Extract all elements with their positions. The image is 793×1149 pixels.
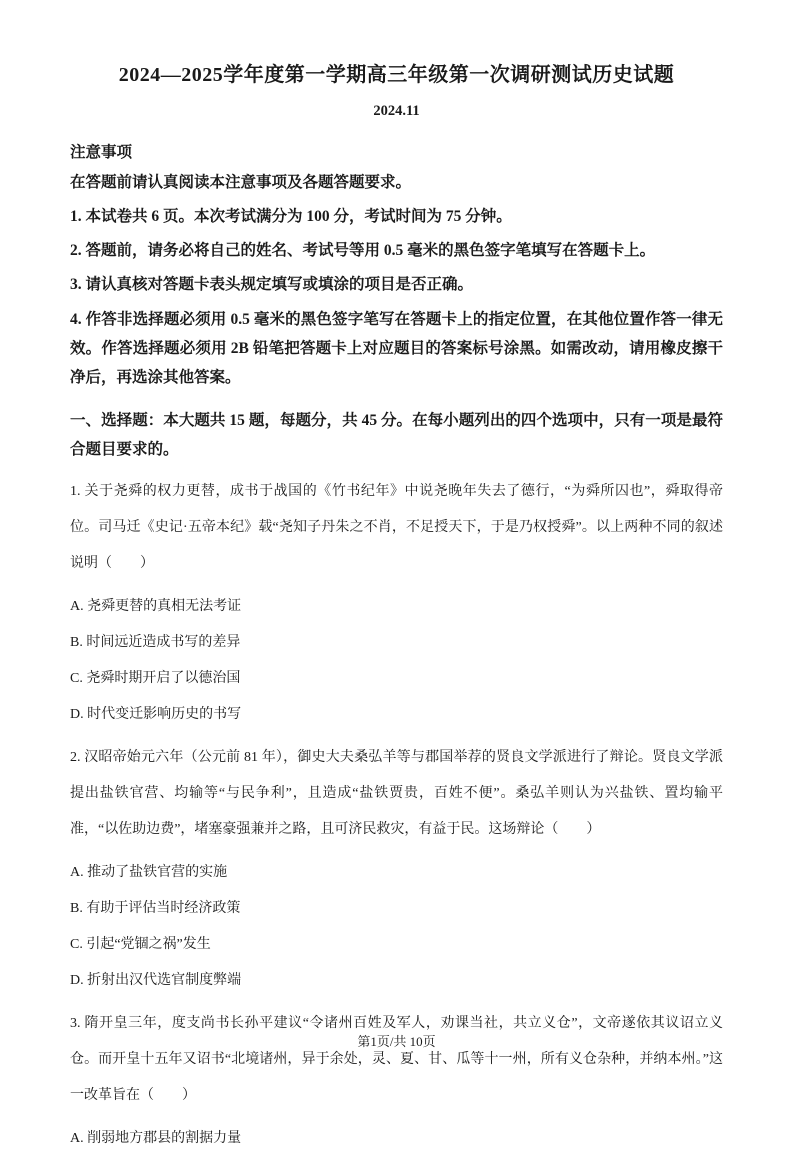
question-option-b: B. 时间远近造成书写的差异 [70,635,241,651]
question-3 [70,1006,723,1149]
question-stem: 2. 汉昭帝始元六年（公元前 81 年），御史大夫桑弘羊等与郡国举荐的贤良文学派进行了辩论。贤良文学派提出盐铁官营、均输等“与民争利”，且造成“盐铁贾贵，百姓不便”。桑弘羊则认为兴盐铁、置均输平准，“以佐助边费”，堵塞豪强兼并之路，且可济民救灾，有益于民。这场辩论（ ） [70,750,723,837]
question-option-a: A. 尧舜更替的真相无法考证 [70,599,242,615]
question-option-d: D. 时代变迁影响历史的书写 [70,707,242,723]
question-option-a: A. 推动了盐铁官营的实施 [70,865,228,881]
notice-heading: 注意事项 [70,144,133,161]
notice-intro: 在答题前请认真阅读本注意事项及各题答题要求。 [70,174,412,191]
notice-item-4: 4. 作答非选择题必须用 0.5 毫米的黑色签字笔写在答题卡上的指定位置，在其他位置作答一律无效。作答选择题必须用 2B 铅笔把答题卡上对应题目的答案标号涂黑。如需改动，请用橡皮擦干净后，再选涂其他答案。 [70,310,723,386]
question-option-c: C. 尧舜时期开启了以德治国 [70,671,241,687]
question-stem: 3. 隋开皇三年，度支尚书长孙平建议“令诸州百姓及军人，劝课当社，共立义仓”，文帝遂依其议诏立义仓。而开皇十五年又诏书“北境诸州，异于余处，灵、夏、甘、瓜等十一州，所有义仓杂种，并纳本州。”这一改革旨在（ ） [70,1016,723,1103]
page-title: 2024—2025学年度第一学期高三年级第一次调研测试历史试题 [118,64,675,86]
question-option-d: D. 折射出汉代选官制度弊端 [70,973,242,989]
question-option-b: B. 有助于评估当时经济政策 [70,901,241,917]
exam-date: 2024.11 [373,103,420,119]
question-stem: 1. 关于尧舜的权力更替，成书于战国的《竹书纪年》中说尧晚年失去了德行，“为舜所囚也”，舜取得帝位。司马迁《史记·五帝本纪》载“尧知子丹朱之不肖，不足授天下，于是乃权授舜”。以上两种不同的叙述说明（ ） [70,484,723,571]
notice-item-2: 2. 答题前，请务必将自己的姓名、考试号等用 0.5 毫米的黑色签字笔填写在答题卡上。 [70,242,656,260]
notice-section [70,140,723,392]
question-option-a: A. 削弱地方郡县的割据力量 [70,1131,242,1147]
notice-item-1: 1. 本试卷共 6 页。本次考试满分为 100 分，考试时间为 75 分钟。 [70,208,512,226]
question-2 [70,740,723,991]
page-footer: 第1页/共 10页 [357,1034,436,1049]
section-heading: 一、选择题：本大题共 15 题，每题分，共 45 分。在每小题列出的四个选项中，只有一项是最符合题目要求的。 [70,411,723,458]
question-option-c: C. 引起“党锢之祸”发生 [70,937,211,953]
question-1 [70,474,723,725]
notice-item-3: 3. 请认真核对答题卡表头规定填写或填涂的项目是否正确。 [70,276,474,294]
